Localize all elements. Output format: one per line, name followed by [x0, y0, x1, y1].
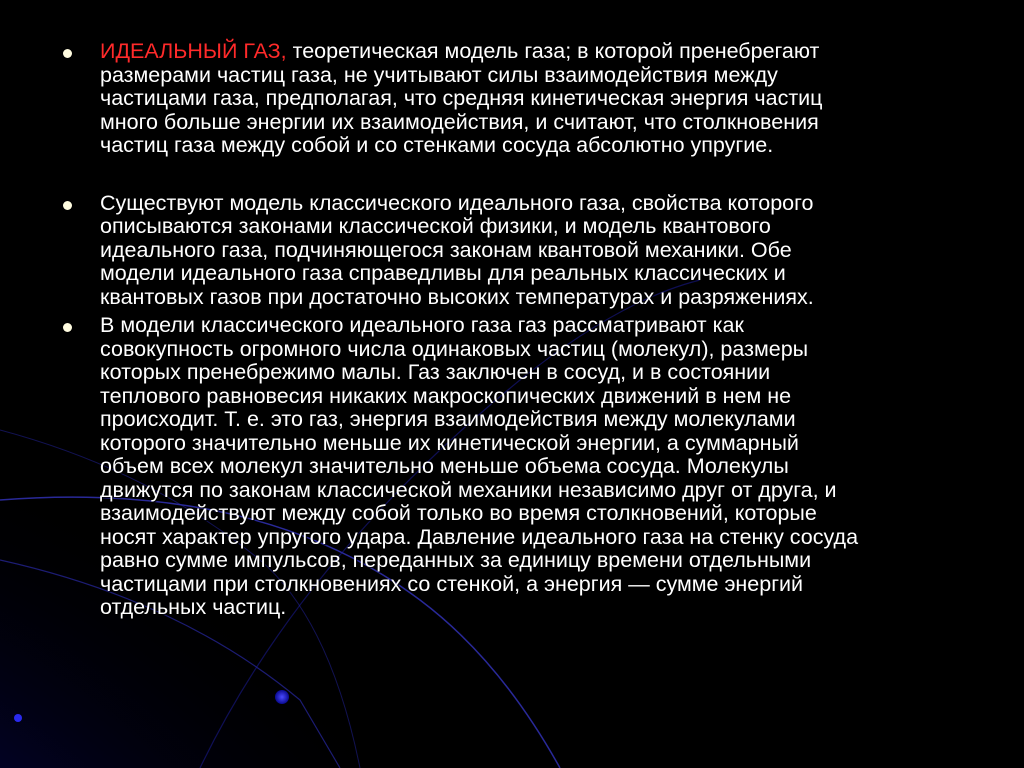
glow-dot [275, 690, 289, 704]
bullet-dot-icon [63, 49, 72, 58]
bullet-text [100, 40, 960, 158]
bullet-dot-icon [63, 201, 72, 210]
bullet-item [60, 314, 960, 620]
bullet-body: теоретическая модель газа; в которой пренебрегают размерами частиц газа, не учитывают силы взаимодействия между частицами газа, предполагая, что средняя кинетическая энергия частиц много больше энергии их взаимодействия, и считают, что столкновения частиц газа между собой и со стенками сосуда абсолютно упругие. [100, 39, 823, 157]
bullet-text: Существуют модель классического идеального газа, свойства которого описываются законами классической физики, и модель квантового идеального газа, подчиняющегося законам квантовой механики. Обе модели идеального газа справедливы для реальных классических и квантовых газов при достаточно высоких температурах и разряжениях. [100, 190, 814, 309]
bullet-text: В модели классического идеального газа газ рассматривают как совокупность огромного числа одинаковых частиц (молекул), размеры которых пренебрежимо малы. Газ заключен в сосуд, и в состоянии теплового равновесия никаких макроскопических движений в нем не происходит. Т. е. это газ, энергия взаимодействия между молекулами которого значительно меньше их кинетической энергии, а суммарный объем всех молекул значительно меньше объема сосуда. Молекулы движутся по законам классической механики независимо друг от друга, и взаимодействуют между собой только во время столкновений, которые носят характер упругого удара. Давление идеального газа на стенку сосуда равно сумме импульсов, переданных за единицу времени отдельными частицами при столкновениях со стенкой, а энергия — сумме энергий отдельных частиц. [100, 313, 859, 619]
bullet-item [60, 192, 960, 310]
bullet-item [60, 40, 960, 158]
term-highlight: ИДЕАЛЬНЫЙ ГАЗ, [100, 39, 287, 63]
bullet-dot-icon [63, 323, 72, 332]
slide-body [60, 40, 960, 620]
glow-dot [14, 714, 22, 722]
